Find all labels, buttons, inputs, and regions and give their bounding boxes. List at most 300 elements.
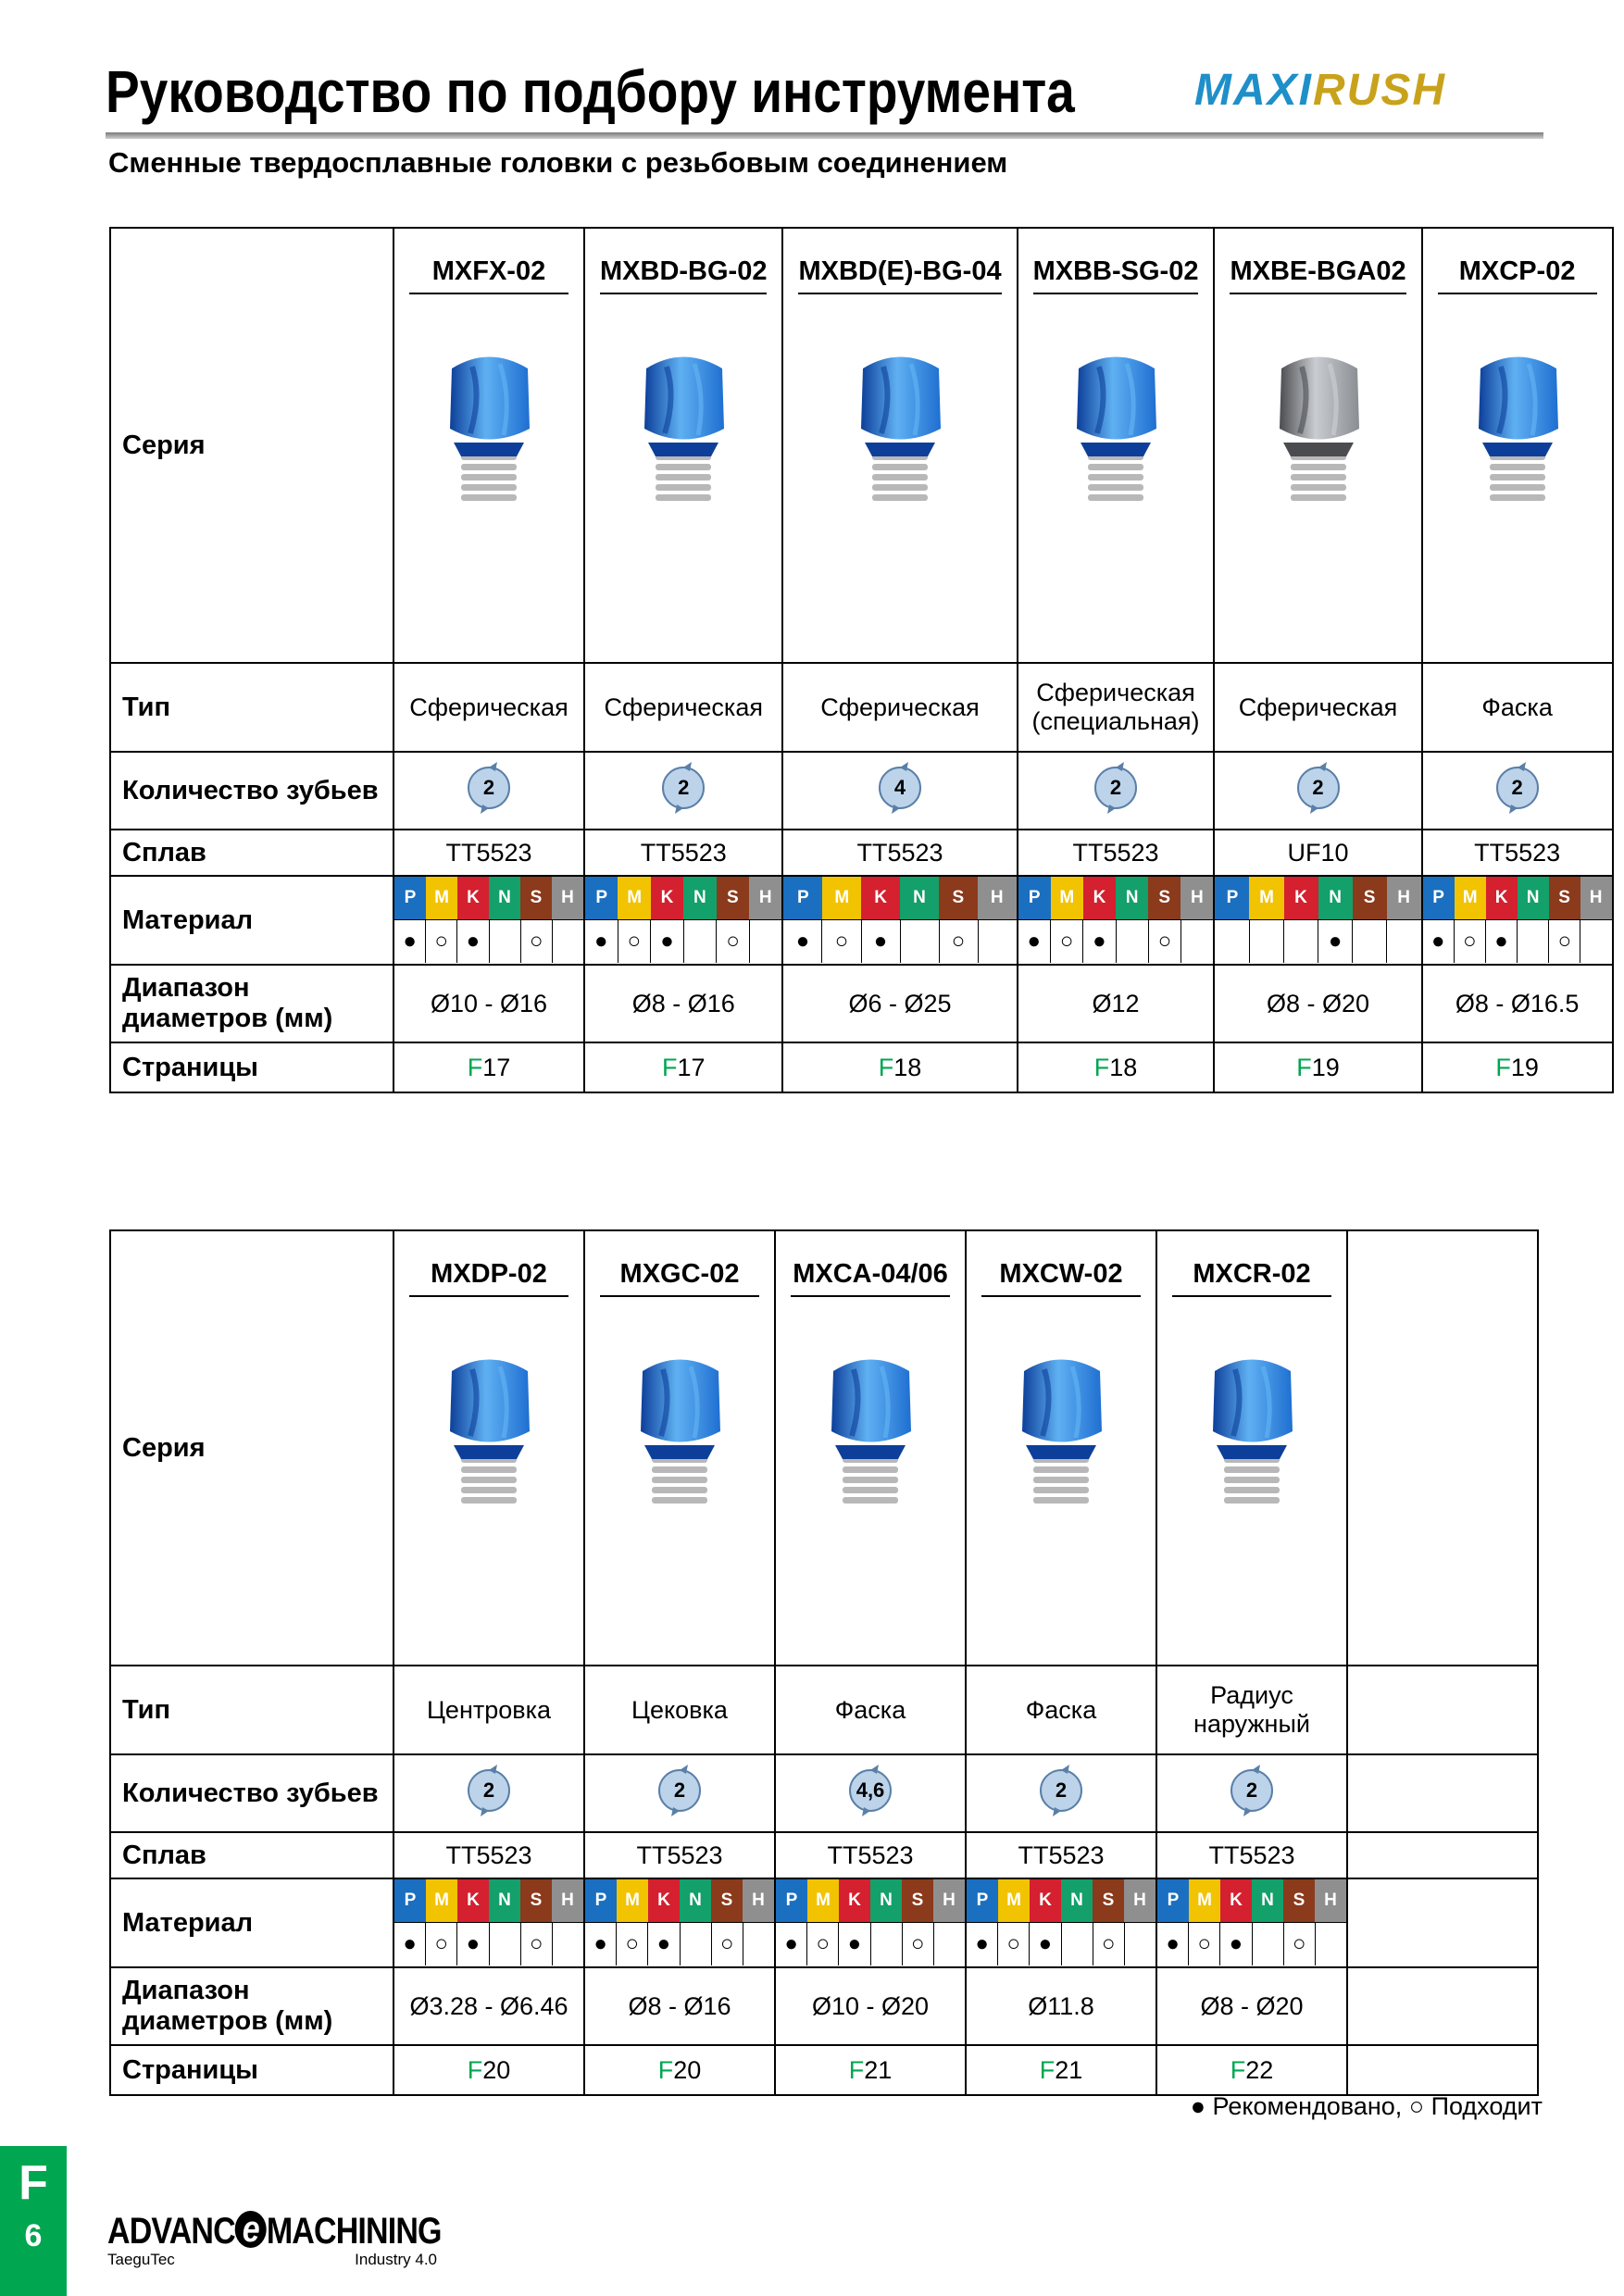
- series-name: MXBD-BG-02: [600, 256, 767, 294]
- page-cell[interactable]: [775, 2045, 966, 2095]
- brand-sub-left: TaeguTec: [107, 2251, 175, 2268]
- material-mark: [1518, 920, 1549, 963]
- material-cell: [775, 1878, 966, 1967]
- material-mark: ●: [394, 920, 426, 963]
- page-num: 18: [1109, 1053, 1138, 1081]
- material-code: P: [394, 1879, 426, 1922]
- material-code: H: [1315, 1879, 1346, 1922]
- type-cell: [394, 1666, 584, 1754]
- type-line: Фаска: [1025, 1695, 1097, 1724]
- type-line: Цековка: [631, 1695, 728, 1724]
- type-cell: [1156, 1666, 1347, 1754]
- alloy-cell: TT5523: [966, 1832, 1156, 1878]
- teeth-badge-icon: [460, 1762, 518, 1819]
- alloy-cell: TT5523: [775, 1832, 966, 1878]
- material-mark: ○: [1549, 920, 1580, 963]
- material-mark: [490, 1923, 521, 1965]
- material-mark: [1387, 920, 1420, 963]
- type-line: Фаска: [834, 1695, 906, 1724]
- material-cell: [782, 876, 1017, 965]
- series-name: MXCW-02: [981, 1259, 1141, 1297]
- material-mark: ●: [1083, 920, 1116, 963]
- material-code: K: [839, 1879, 870, 1922]
- row-pages: [110, 1042, 1613, 1092]
- page-num: 17: [677, 1053, 706, 1081]
- teeth-count: 2: [1312, 775, 1324, 799]
- label-series: Серия: [110, 1230, 394, 1666]
- material-mark: [979, 920, 1017, 963]
- material-cell: [1018, 876, 1215, 965]
- teeth-count: 2: [678, 775, 690, 799]
- material-code: N: [489, 877, 520, 919]
- teeth-cell: [584, 1754, 775, 1832]
- material-mark: ○: [1455, 920, 1486, 963]
- tool-head-image: [1157, 1334, 1346, 1526]
- material-mark: ○: [1093, 1923, 1125, 1965]
- type-line: Сферическая: [604, 693, 763, 721]
- section-letter: F: [19, 2156, 48, 2210]
- material-mark: [750, 920, 782, 963]
- page-prefix: F: [878, 1053, 894, 1081]
- label-material: Материал: [110, 1878, 394, 1967]
- empty-cell: [1347, 1967, 1538, 2045]
- teeth-cell: [1018, 752, 1215, 830]
- type-cell: [1214, 663, 1421, 752]
- material-code: P: [783, 877, 822, 919]
- teeth-count: 2: [1245, 1778, 1258, 1802]
- teeth-count: 4: [893, 775, 906, 799]
- material-mark: [1253, 1923, 1284, 1965]
- page-title: Руководство по подбору инструмента: [106, 58, 1075, 125]
- material-mark: ●: [1157, 1923, 1189, 1965]
- page-cell[interactable]: [584, 1042, 782, 1092]
- brand-left: ADVANC: [107, 2211, 235, 2252]
- row-teeth: [110, 752, 1613, 830]
- type-line: Сферическая: [820, 693, 980, 721]
- type-cell: [584, 663, 782, 752]
- brand-e: e: [235, 2211, 267, 2248]
- alloy-cell: TT5523: [1156, 1832, 1347, 1878]
- selection-table-1: [109, 227, 1614, 1093]
- series-cell: [394, 1230, 584, 1666]
- diameter-cell: Ø8 - Ø16: [584, 965, 782, 1042]
- empty-cell: [1347, 1666, 1538, 1754]
- teeth-badge-icon: [871, 759, 929, 817]
- empty-cell: [1347, 1230, 1538, 1666]
- teeth-cell: [394, 1754, 584, 1832]
- diameter-cell: Ø8 - Ø16: [584, 1967, 775, 2045]
- material-code: M: [998, 1879, 1030, 1922]
- material-code: P: [1018, 877, 1051, 919]
- teeth-count: 4,6: [856, 1778, 885, 1802]
- series-cell: [966, 1230, 1156, 1666]
- page-cell[interactable]: [1422, 1042, 1613, 1092]
- teeth-badge-icon: [1032, 1762, 1090, 1819]
- material-cell: [1214, 876, 1421, 965]
- material-cell: [584, 876, 782, 965]
- logo-maxi: MAXI: [1194, 66, 1313, 115]
- material-mark: ○: [426, 920, 457, 963]
- material-mark: ○: [521, 1923, 553, 1965]
- maxirush-logo: [1194, 65, 1546, 131]
- material-cell: [394, 876, 584, 965]
- material-mark: ○: [903, 1923, 934, 1965]
- page-prefix: F: [467, 2055, 483, 2084]
- page-num: 17: [482, 1053, 511, 1081]
- material-mark: ●: [651, 920, 684, 963]
- material-code: K: [1083, 877, 1116, 919]
- diameter-cell: Ø8 - Ø20: [1156, 1967, 1347, 2045]
- page-num: 19: [1510, 1053, 1539, 1081]
- type-line: Сферическая: [1238, 693, 1398, 721]
- section-tab: [0, 2146, 67, 2296]
- material-code: S: [1549, 877, 1580, 919]
- tool-head-image: [394, 1334, 583, 1526]
- tool-head-image: [1423, 331, 1612, 523]
- alloy-cell: UF10: [1214, 830, 1421, 876]
- label-pages: Страницы: [110, 1042, 394, 1092]
- material-mark: ○: [998, 1923, 1030, 1965]
- material-mark: ●: [783, 920, 822, 963]
- row-alloy: [110, 830, 1613, 876]
- type-cell: [1018, 663, 1215, 752]
- diameter-cell: Ø10 - Ø20: [775, 1967, 966, 2045]
- material-mark: [871, 1923, 903, 1965]
- material-mark: ●: [967, 1923, 998, 1965]
- material-code: H: [552, 1879, 583, 1922]
- material-code: M: [426, 877, 457, 919]
- page-num: 19: [1311, 1053, 1340, 1081]
- material-code: S: [1093, 1879, 1124, 1922]
- teeth-badge-icon: [1223, 1762, 1280, 1819]
- page-num: 20: [673, 2055, 702, 2084]
- material-cell: [394, 1878, 584, 1967]
- label-diameter-2: диаметров (мм): [122, 1004, 333, 1033]
- label-type: Тип: [110, 1666, 394, 1754]
- material-cell: [584, 1878, 775, 1967]
- page-cell[interactable]: [1156, 2045, 1347, 2095]
- material-code: H: [1580, 877, 1612, 919]
- material-code: N: [1252, 1879, 1283, 1922]
- material-mark: [1181, 920, 1213, 963]
- empty-cell: [1347, 1832, 1538, 1878]
- diameter-cell: Ø3.28 - Ø6.46: [394, 1967, 584, 2045]
- material-code: N: [1318, 877, 1353, 919]
- label-type: Тип: [110, 663, 394, 752]
- material-code: H: [978, 877, 1017, 919]
- material-code: M: [1189, 1879, 1220, 1922]
- material-mark: [1117, 920, 1149, 963]
- material-mark: ○: [940, 920, 979, 963]
- material-code: M: [807, 1879, 839, 1922]
- empty-cell: [1347, 1754, 1538, 1832]
- series-name: MXBD(E)-BG-04: [798, 256, 1001, 294]
- alloy-cell: TT5523: [394, 1832, 584, 1878]
- tool-head-image: [1215, 331, 1420, 523]
- series-name: MXCP-02: [1438, 256, 1597, 294]
- material-mark: [490, 920, 521, 963]
- material-mark: ●: [394, 1923, 426, 1965]
- material-mark: ○: [618, 920, 652, 963]
- material-mark: [681, 1923, 712, 1965]
- type-line: (специальная): [1031, 707, 1200, 735]
- series-cell: [1018, 228, 1215, 663]
- type-cell: [394, 663, 584, 752]
- material-mark: [1250, 920, 1284, 963]
- material-mark: ●: [1486, 920, 1518, 963]
- material-cell: [1422, 876, 1613, 965]
- material-code: S: [520, 1879, 552, 1922]
- material-mark: [684, 920, 718, 963]
- teeth-cell: [966, 1754, 1156, 1832]
- material-code: M: [617, 1879, 648, 1922]
- material-code: K: [1030, 1879, 1061, 1922]
- material-mark: [743, 1923, 774, 1965]
- material-mark: ●: [862, 920, 901, 963]
- material-mark: ●: [1018, 920, 1051, 963]
- teeth-badge-icon: [655, 759, 712, 817]
- type-cell: [782, 663, 1017, 752]
- label-teeth: Количество зубьев: [110, 752, 394, 830]
- material-mark: ○: [1189, 1923, 1220, 1965]
- series-cell: [394, 228, 584, 663]
- type-line: Сферическая: [409, 693, 568, 721]
- material-code: M: [822, 877, 861, 919]
- diameter-cell: Ø10 - Ø16: [394, 965, 584, 1042]
- label-diameter: [110, 965, 394, 1042]
- material-mark: ○: [717, 920, 750, 963]
- alloy-cell: TT5523: [584, 1832, 775, 1878]
- row-type: [110, 1666, 1538, 1754]
- material-code: N: [680, 1879, 711, 1922]
- page-prefix: F: [1093, 1053, 1110, 1081]
- alloy-cell: TT5523: [394, 830, 584, 876]
- brand-right: MACHINING: [266, 2211, 442, 2252]
- material-mark: [1353, 920, 1387, 963]
- row-pages: [110, 2045, 1538, 2095]
- material-mark: ○: [712, 1923, 743, 1965]
- tool-head-image: [776, 1334, 965, 1526]
- label-alloy: Сплав: [110, 830, 394, 876]
- material-mark: ●: [1030, 1923, 1061, 1965]
- type-line: Радиус: [1210, 1681, 1293, 1709]
- material-mark: [1215, 920, 1249, 963]
- page-num: 21: [864, 2055, 893, 2084]
- tool-head-image: [585, 331, 781, 523]
- page-num: 21: [1055, 2055, 1083, 2084]
- label-pages: Страницы: [110, 2045, 394, 2095]
- material-code: P: [585, 1879, 617, 1922]
- type-cell: [966, 1666, 1156, 1754]
- teeth-count: 2: [1109, 775, 1122, 799]
- row-diameter: [110, 1967, 1538, 2045]
- material-code: S: [717, 877, 749, 919]
- row-material: [110, 876, 1613, 965]
- diameter-cell: Ø11.8: [966, 1967, 1156, 2045]
- type-line: наружный: [1193, 1710, 1310, 1738]
- row-series: [110, 228, 1613, 663]
- teeth-badge-icon: [1489, 759, 1546, 817]
- material-mark: [934, 1923, 965, 1965]
- material-mark: [1316, 1923, 1346, 1965]
- label-material: Материал: [110, 876, 394, 965]
- page-cell[interactable]: [1214, 1042, 1421, 1092]
- header-divider: [106, 132, 1543, 139]
- teeth-count: 2: [1511, 775, 1523, 799]
- teeth-cell: [1422, 752, 1613, 830]
- teeth-badge-icon: [1290, 759, 1347, 817]
- series-cell: [775, 1230, 966, 1666]
- material-code: N: [870, 1879, 902, 1922]
- empty-cell: [1347, 2045, 1538, 2095]
- tool-head-image: [967, 1334, 1156, 1526]
- material-code: H: [1124, 1879, 1156, 1922]
- series-name: MXDP-02: [409, 1259, 568, 1297]
- series-name: MXFX-02: [409, 256, 568, 294]
- material-code: N: [1518, 877, 1549, 919]
- row-alloy: [110, 1832, 1538, 1878]
- material-code: K: [1486, 877, 1518, 919]
- material-mark: [1580, 920, 1611, 963]
- page-cell[interactable]: [782, 1042, 1017, 1092]
- page-prefix: F: [1495, 1053, 1511, 1081]
- material-mark: [901, 920, 940, 963]
- teeth-badge-icon: [842, 1762, 899, 1819]
- material-code: H: [1387, 877, 1421, 919]
- material-mark: ●: [1423, 920, 1455, 963]
- series-name: MXGC-02: [600, 1259, 759, 1297]
- type-cell: [1422, 663, 1613, 752]
- page-cell[interactable]: [966, 2045, 1156, 2095]
- material-code: N: [1116, 877, 1148, 919]
- label-diameter: [110, 1967, 394, 2045]
- empty-cell: [1347, 1878, 1538, 1967]
- material-code: N: [489, 1879, 520, 1922]
- selection-table-2: [109, 1229, 1539, 2096]
- series-cell: [1422, 228, 1613, 663]
- logo-rush: RUSH: [1313, 66, 1447, 115]
- material-mark: ●: [839, 1923, 870, 1965]
- material-mark: ○: [617, 1923, 648, 1965]
- page-cell[interactable]: [394, 1042, 584, 1092]
- series-name: MXBB-SG-02: [1033, 256, 1199, 294]
- material-code: S: [902, 1879, 933, 1922]
- diameter-cell: Ø8 - Ø20: [1214, 965, 1421, 1042]
- label-teeth: Количество зубьев: [110, 1754, 394, 1832]
- page-cell[interactable]: [584, 2045, 775, 2095]
- page-cell[interactable]: [394, 2045, 584, 2095]
- material-code: H: [749, 877, 781, 919]
- type-line: Сферическая: [1036, 679, 1195, 706]
- material-mark: ●: [585, 1923, 617, 1965]
- tool-head-image: [783, 331, 1016, 523]
- advance-machining-logo: [107, 2211, 500, 2269]
- material-mark: ●: [457, 920, 489, 963]
- page-num: 22: [1245, 2055, 1274, 2084]
- material-code: K: [648, 1879, 680, 1922]
- page-prefix: F: [657, 2055, 674, 2084]
- page-prefix: F: [848, 2055, 865, 2084]
- page-num: 20: [482, 2055, 511, 2084]
- teeth-count: 2: [673, 1778, 686, 1802]
- label-alloy: Сплав: [110, 1832, 394, 1878]
- teeth-count: 2: [482, 775, 495, 799]
- material-code: P: [967, 1879, 998, 1922]
- material-code: P: [1157, 1879, 1189, 1922]
- series-cell: [1156, 1230, 1347, 1666]
- label-diameter-1: Диапазон: [122, 1976, 250, 2005]
- teeth-badge-icon: [1087, 759, 1144, 817]
- diameter-cell: Ø12: [1018, 965, 1215, 1042]
- page-prefix: F: [1230, 2055, 1246, 2084]
- material-mark: ●: [648, 1923, 680, 1965]
- series-name: MXBE-BGA02: [1230, 256, 1405, 294]
- type-line: Центровка: [426, 1695, 552, 1724]
- page-prefix: F: [467, 1053, 483, 1081]
- material-mark: ●: [1318, 920, 1353, 963]
- material-code: K: [457, 1879, 489, 1922]
- row-type: [110, 663, 1613, 752]
- material-mark: [1125, 1923, 1156, 1965]
- series-cell: [1214, 228, 1421, 663]
- alloy-cell: TT5523: [1422, 830, 1613, 876]
- material-code: K: [457, 877, 489, 919]
- row-teeth: [110, 1754, 1538, 1832]
- material-code: S: [711, 1879, 743, 1922]
- material-code: N: [900, 877, 939, 919]
- material-code: P: [776, 1879, 807, 1922]
- series-cell: [782, 228, 1017, 663]
- teeth-badge-icon: [651, 1762, 708, 1819]
- material-mark: [553, 1923, 583, 1965]
- material-code: P: [585, 877, 618, 919]
- material-code: K: [1284, 877, 1318, 919]
- row-series: [110, 1230, 1538, 1666]
- teeth-cell: [394, 752, 584, 830]
- material-code: K: [861, 877, 900, 919]
- teeth-count: 2: [482, 1778, 495, 1802]
- material-code: S: [1353, 877, 1387, 919]
- material-code: N: [683, 877, 716, 919]
- material-mark: [1284, 920, 1318, 963]
- type-cell: [584, 1666, 775, 1754]
- material-mark: ○: [521, 920, 553, 963]
- row-material: [110, 1878, 1538, 1967]
- material-code: H: [552, 877, 583, 919]
- material-mark: ○: [1149, 920, 1181, 963]
- tool-head-image: [585, 1334, 774, 1526]
- page-prefix: F: [1296, 1053, 1312, 1081]
- material-code: M: [1455, 877, 1486, 919]
- label-diameter-1: Диапазон: [122, 973, 250, 1003]
- teeth-cell: [775, 1754, 966, 1832]
- diameter-cell: Ø6 - Ø25: [782, 965, 1017, 1042]
- material-code: M: [618, 877, 650, 919]
- type-line: Фаска: [1481, 693, 1553, 721]
- material-code: K: [1220, 1879, 1252, 1922]
- material-mark: ●: [585, 920, 618, 963]
- material-mark: ○: [822, 920, 861, 963]
- material-code: P: [1215, 877, 1249, 919]
- alloy-cell: TT5523: [1018, 830, 1215, 876]
- material-code: S: [1148, 877, 1181, 919]
- material-mark: ○: [426, 1923, 457, 1965]
- series-name: MXCA-04/06: [791, 1259, 950, 1297]
- teeth-cell: [1214, 752, 1421, 830]
- material-code: S: [939, 877, 978, 919]
- page-cell[interactable]: [1018, 1042, 1215, 1092]
- page-prefix: F: [661, 1053, 678, 1081]
